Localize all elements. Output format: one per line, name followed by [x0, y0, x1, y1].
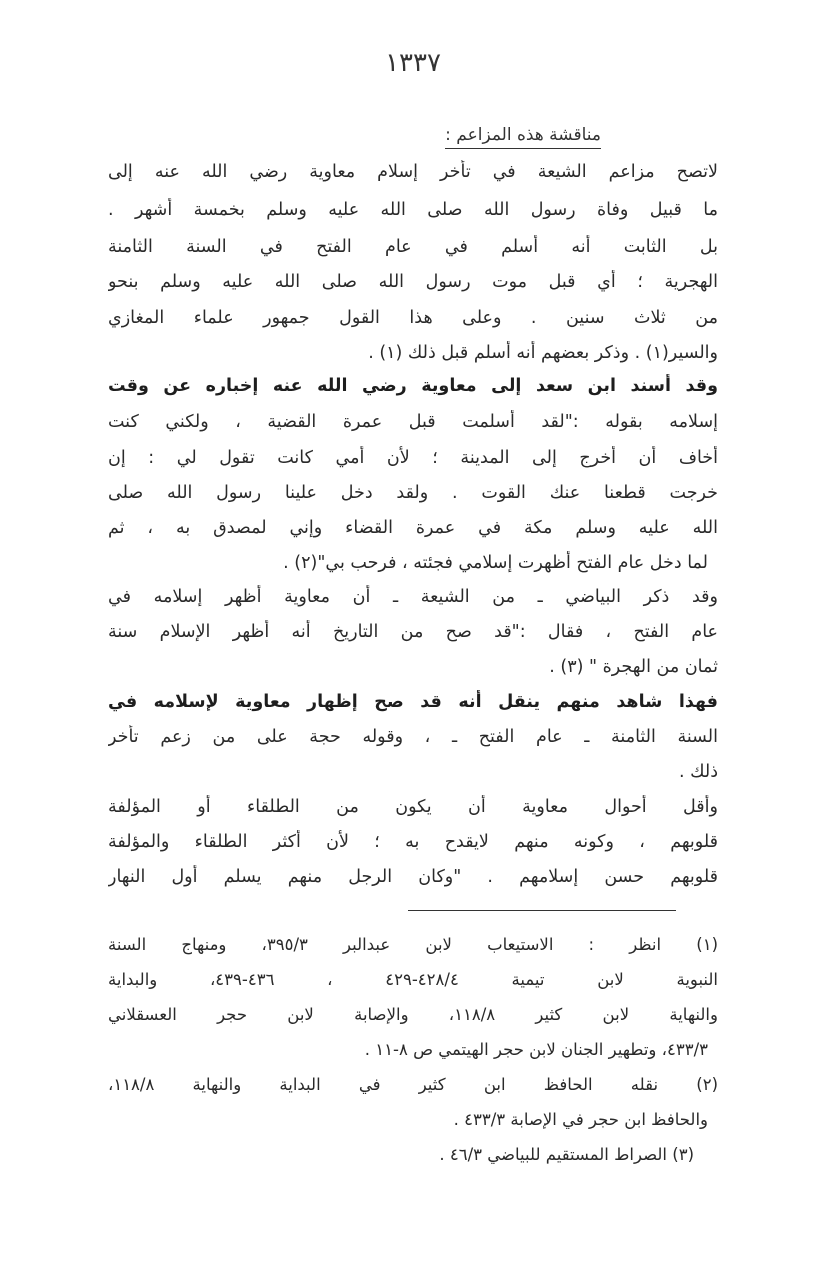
- body-line: إسلامه بقوله :"لقد أسلمت قبل عمرة القضية ، ولكني كنت: [108, 412, 718, 432]
- body-line: بل الثابت أنه أسلم في عام الفتح في السنة الثامنة: [108, 237, 718, 257]
- footnote-line: والحافظ ابن حجر في الإصابة ٤٣٣/٣ .: [453, 1110, 708, 1129]
- footnote-line: (٢) نقله الحافظ ابن كثير في البداية والنهاية ١١٨/٨،: [108, 1075, 718, 1094]
- footnote-separator: [408, 910, 676, 911]
- footnote-line: والنهاية لابن كثير ١١٨/٨، والإصابة لابن حجر العسقلاني: [108, 1005, 718, 1024]
- body-line: الله عليه وسلم مكة في عمرة القضاء وإني لمصدق به ، ثم: [108, 518, 718, 538]
- body-line: السنة الثامنة ـ عام الفتح ـ ، وقوله حجة على من زعم تأخر: [108, 727, 718, 747]
- body-line: فهذا شاهد منهم ينقل أنه قد صح إظهار معاوية لإسلامه في: [108, 692, 718, 712]
- body-line: ما قبيل وفاة رسول الله صلى الله عليه وسلم بخمسة أشهر .: [108, 200, 718, 220]
- body-line: قلوبهم حسن إسلامهم . "وكان الرجل منهم يسلم أول النهار: [108, 867, 718, 887]
- section-heading: مناقشة هذه المزاعم :: [445, 125, 601, 149]
- body-line: وقد أسند ابن سعد إلى معاوية رضي الله عنه إخباره عن وقت: [108, 376, 718, 396]
- body-line: وأقل أحوال معاوية أن يكون من الطلقاء أو المؤلفة: [108, 797, 718, 817]
- body-line: قلوبهم ، وكونه منهم لايقدح به ؛ لأن أكثر الطلقاء والمؤلفة: [108, 832, 718, 852]
- body-line: من ثلاث سنين . وعلى هذا القول جمهور علماء المغازي: [108, 308, 718, 328]
- body-line: عام الفتح ، فقال :"قد صح من التاريخ أنه أظهر الإسلام سنة: [108, 622, 718, 642]
- footnote-line: (١) انظر : الاستيعاب لابن عبدالبر ٣٩٥/٣، ومنهاج السنة: [108, 935, 718, 954]
- body-line: ذلك .: [679, 762, 718, 782]
- footnote-line: النبوية لابن تيمية ٤٢٨/٤-٤٢٩ ، ٤٣٦-٤٣٩، والبداية: [108, 970, 718, 989]
- body-line: خرجت قطعنا عنك القوت . ولقد دخل علينا رسول الله صلى: [108, 483, 718, 503]
- body-line: والسير(١) . وذكر بعضهم أنه أسلم قبل ذلك (١) .: [368, 343, 718, 363]
- page-number: ١٣٣٧: [385, 48, 441, 78]
- footnote-line: (٣) الصراط المستقيم للبياضي ٤٦/٣ .: [439, 1145, 694, 1164]
- footnote-line: ٤٣٣/٣، وتطهير الجنان لابن حجر الهيتمي ص ٨-١١ .: [364, 1040, 708, 1059]
- body-line: ثمان من الهجرة " (٣) .: [549, 657, 718, 677]
- body-line: أخاف أن أخرج إلى المدينة ؛ لأن أمي كانت تقول لي : إن: [108, 448, 718, 468]
- body-line: الهجرية ؛ أي قبل موت رسول الله صلى الله عليه وسلم بنحو: [108, 272, 718, 292]
- body-line: وقد ذكر البياضي ـ من الشيعة ـ أن معاوية أظهر إسلامه في: [108, 587, 718, 607]
- body-line: لاتصح مزاعم الشيعة في تأخر إسلام معاوية رضي الله عنه إلى: [108, 162, 718, 182]
- body-line: لما دخل عام الفتح أظهرت إسلامي فجئته ، فرحب بي"(٢) .: [283, 553, 708, 573]
